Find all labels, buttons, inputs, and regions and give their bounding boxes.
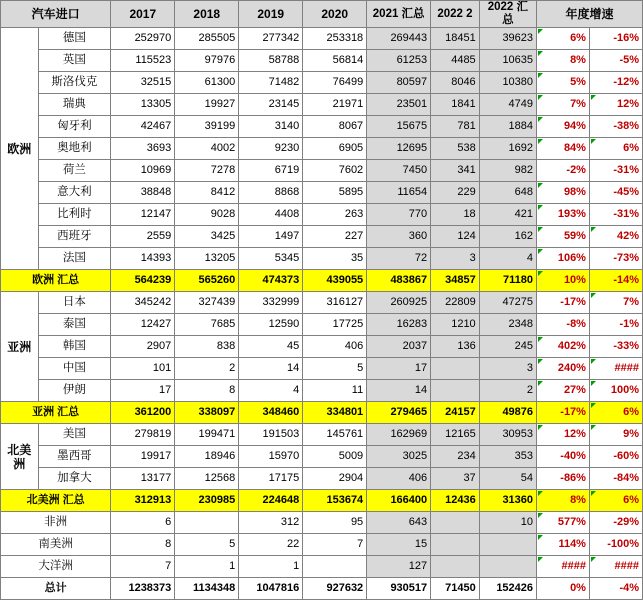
cell-2019: 45	[239, 336, 303, 358]
cell-growth-21: 7%	[537, 94, 590, 116]
cell-2017: 1238373	[111, 578, 175, 600]
cell-growth-22: ####	[589, 556, 642, 578]
cell-growth-22: 6%	[589, 490, 642, 512]
cell-2021-total: 80597	[367, 72, 431, 94]
cell-2020: 5009	[303, 446, 367, 468]
header-2019: 2019	[239, 1, 303, 28]
table-row	[1, 380, 643, 402]
cell-2018: 12568	[175, 468, 239, 490]
cell-2021-total: 260925	[367, 292, 431, 314]
country-name: 日本	[38, 292, 111, 314]
cell-2021-total: 15675	[367, 116, 431, 138]
cell-2019: 23145	[239, 94, 303, 116]
cell-2017: 19917	[111, 446, 175, 468]
cell-2021-total: 23501	[367, 94, 431, 116]
cell-growth-22: -14%	[589, 270, 642, 292]
cell-2018: 338097	[175, 402, 239, 424]
cell-2022-feb	[431, 512, 480, 534]
table-row	[1, 138, 643, 160]
cell-2022-total: 4749	[479, 94, 536, 116]
cell-growth-21: -8%	[537, 314, 590, 336]
cell-2022-total: 982	[479, 160, 536, 182]
cell-2022-feb: 781	[431, 116, 480, 138]
cell-2022-total: 47275	[479, 292, 536, 314]
cell-2019: 224648	[239, 490, 303, 512]
cell-2017: 13177	[111, 468, 175, 490]
cell-2022-total: 10635	[479, 50, 536, 72]
grand-total-row	[1, 578, 643, 600]
table-row	[1, 248, 643, 270]
region-africa: 非洲	[1, 512, 111, 534]
table-row	[1, 182, 643, 204]
cell-growth-21: 402%	[537, 336, 590, 358]
cell-2018: 19927	[175, 94, 239, 116]
header-region: 汽车进口	[1, 1, 111, 28]
table-row	[1, 314, 643, 336]
header-2021-total: 2021 汇总	[367, 1, 431, 28]
cell-growth-21: 12%	[537, 424, 590, 446]
cell-2019: 1497	[239, 226, 303, 248]
cell-2019: 474373	[239, 270, 303, 292]
cell-growth-22: -84%	[589, 468, 642, 490]
cell-growth-22: -31%	[589, 160, 642, 182]
country-name: 伊朗	[38, 380, 111, 402]
cell-2022-total	[479, 556, 536, 578]
table-row	[1, 512, 643, 534]
cell-2020: 8067	[303, 116, 367, 138]
header-2020: 2020	[303, 1, 367, 28]
cell-2020: 2904	[303, 468, 367, 490]
cell-2017: 7	[111, 556, 175, 578]
cell-2022-feb	[431, 556, 480, 578]
cell-growth-22: -45%	[589, 182, 642, 204]
table-row	[1, 160, 643, 182]
cell-2020: 439055	[303, 270, 367, 292]
cell-growth-22: ####	[589, 358, 642, 380]
country-name: 美国	[38, 424, 111, 446]
cell-growth-21: -40%	[537, 446, 590, 468]
europe-total-label: 欧洲 汇总	[1, 270, 111, 292]
cell-2021-total: 61253	[367, 50, 431, 72]
cell-growth-21: 106%	[537, 248, 590, 270]
cell-2018: 61300	[175, 72, 239, 94]
cell-2021-total: 12695	[367, 138, 431, 160]
cell-2017: 2907	[111, 336, 175, 358]
cell-2019: 312	[239, 512, 303, 534]
cell-growth-22: 42%	[589, 226, 642, 248]
cell-growth-22: -38%	[589, 116, 642, 138]
cell-growth-22: -1%	[589, 314, 642, 336]
cell-2018: 565260	[175, 270, 239, 292]
cell-2021-total: 930517	[367, 578, 431, 600]
cell-2020: 21971	[303, 94, 367, 116]
europe-total-row	[1, 270, 643, 292]
cell-2020: 17725	[303, 314, 367, 336]
cell-2022-feb: 234	[431, 446, 480, 468]
cell-2021-total: 14	[367, 380, 431, 402]
country-name: 斯洛伐克	[38, 72, 111, 94]
cell-2018: 8412	[175, 182, 239, 204]
cell-2018: 18946	[175, 446, 239, 468]
cell-2022-total: 10380	[479, 72, 536, 94]
cell-2019: 348460	[239, 402, 303, 424]
cell-growth-21: 6%	[537, 28, 590, 50]
table-row	[1, 72, 643, 94]
cell-2017: 361200	[111, 402, 175, 424]
cell-2019: 191503	[239, 424, 303, 446]
cell-2018: 1	[175, 556, 239, 578]
cell-2021-total: 17	[367, 358, 431, 380]
cell-2019: 9230	[239, 138, 303, 160]
cell-2022-feb: 37	[431, 468, 480, 490]
cell-2020: 927632	[303, 578, 367, 600]
table-row	[1, 468, 643, 490]
cell-2021-total: 7450	[367, 160, 431, 182]
cell-2022-total: 162	[479, 226, 536, 248]
cell-growth-22: -4%	[589, 578, 642, 600]
cell-2017: 17	[111, 380, 175, 402]
cell-growth-22: -31%	[589, 204, 642, 226]
cell-2020: 11	[303, 380, 367, 402]
table-row	[1, 556, 643, 578]
cell-2020: 263	[303, 204, 367, 226]
cell-2022-feb: 18	[431, 204, 480, 226]
cell-growth-22: -16%	[589, 28, 642, 50]
cell-2017: 279819	[111, 424, 175, 446]
cell-2022-feb: 4485	[431, 50, 480, 72]
cell-growth-21: 8%	[537, 490, 590, 512]
cell-growth-22: 6%	[589, 402, 642, 424]
cell-2020: 334801	[303, 402, 367, 424]
country-name: 比利时	[38, 204, 111, 226]
cell-2019: 58788	[239, 50, 303, 72]
cell-2022-feb	[431, 380, 480, 402]
cell-2020	[303, 556, 367, 578]
cell-2020: 56814	[303, 50, 367, 72]
cell-2022-total: 648	[479, 182, 536, 204]
cell-2022-total: 1884	[479, 116, 536, 138]
cell-growth-21: 98%	[537, 182, 590, 204]
cell-2018: 5	[175, 534, 239, 556]
cell-2022-feb: 8046	[431, 72, 480, 94]
cell-2021-total: 279465	[367, 402, 431, 424]
region-europe: 欧洲	[1, 28, 39, 270]
cell-2018: 1134348	[175, 578, 239, 600]
cell-2022-feb: 538	[431, 138, 480, 160]
cell-growth-21: 5%	[537, 72, 590, 94]
cell-growth-21: -17%	[537, 402, 590, 424]
cell-2017: 8	[111, 534, 175, 556]
cell-2017: 2559	[111, 226, 175, 248]
cell-2018: 39199	[175, 116, 239, 138]
cell-2019: 12590	[239, 314, 303, 336]
na-total-label: 北美洲 汇总	[1, 490, 111, 512]
cell-2018: 7278	[175, 160, 239, 182]
country-name: 韩国	[38, 336, 111, 358]
cell-2020: 406	[303, 336, 367, 358]
cell-2021-total: 166400	[367, 490, 431, 512]
cell-2018: 9028	[175, 204, 239, 226]
cell-growth-22: -5%	[589, 50, 642, 72]
cell-2018: 3425	[175, 226, 239, 248]
cell-2017: 3693	[111, 138, 175, 160]
cell-growth-22: 7%	[589, 292, 642, 314]
cell-growth-22: -73%	[589, 248, 642, 270]
table-row	[1, 446, 643, 468]
cell-2022-feb	[431, 358, 480, 380]
cell-2019: 17175	[239, 468, 303, 490]
cell-2020: 95	[303, 512, 367, 534]
cell-2022-total: 39623	[479, 28, 536, 50]
cell-2017: 38848	[111, 182, 175, 204]
cell-2021-total: 11654	[367, 182, 431, 204]
cell-2020: 253318	[303, 28, 367, 50]
table-row	[1, 204, 643, 226]
cell-2022-feb: 12436	[431, 490, 480, 512]
cell-2017: 115523	[111, 50, 175, 72]
asia-total-row	[1, 402, 643, 424]
cell-growth-21: 59%	[537, 226, 590, 248]
cell-growth-21: 193%	[537, 204, 590, 226]
region-south-america: 南美洲	[1, 534, 111, 556]
cell-2022-total: 49876	[479, 402, 536, 424]
cell-2019: 1	[239, 556, 303, 578]
cell-2022-feb: 3	[431, 248, 480, 270]
cell-growth-21: -17%	[537, 292, 590, 314]
cell-2022-total: 54	[479, 468, 536, 490]
cell-growth-22: -29%	[589, 512, 642, 534]
cell-growth-21: 94%	[537, 116, 590, 138]
cell-2022-feb: 34857	[431, 270, 480, 292]
cell-2021-total: 406	[367, 468, 431, 490]
header-growth: 年度增速	[537, 1, 643, 28]
cell-growth-22: -12%	[589, 72, 642, 94]
cell-growth-21: ####	[537, 556, 590, 578]
cell-2017: 32515	[111, 72, 175, 94]
cell-2022-total: 421	[479, 204, 536, 226]
cell-2019: 71482	[239, 72, 303, 94]
cell-2022-feb: 136	[431, 336, 480, 358]
cell-2018: 285505	[175, 28, 239, 50]
cell-2022-feb: 71450	[431, 578, 480, 600]
cell-2022-feb: 124	[431, 226, 480, 248]
table-row	[1, 534, 643, 556]
cell-2022-total: 3	[479, 358, 536, 380]
cell-2017: 14393	[111, 248, 175, 270]
cell-2021-total: 127	[367, 556, 431, 578]
cell-growth-21: -2%	[537, 160, 590, 182]
cell-2018: 199471	[175, 424, 239, 446]
region-oceania: 大洋洲	[1, 556, 111, 578]
cell-2018: 7685	[175, 314, 239, 336]
cell-2018: 327439	[175, 292, 239, 314]
table-row	[1, 336, 643, 358]
cell-2019: 8868	[239, 182, 303, 204]
cell-2021-total: 3025	[367, 446, 431, 468]
cell-2021-total: 2037	[367, 336, 431, 358]
cell-2020: 5	[303, 358, 367, 380]
table-row	[1, 50, 643, 72]
cell-2018: 230985	[175, 490, 239, 512]
cell-growth-21: 10%	[537, 270, 590, 292]
country-name: 法国	[38, 248, 111, 270]
cell-2022-feb: 12165	[431, 424, 480, 446]
cell-2020: 6905	[303, 138, 367, 160]
cell-2018: 2	[175, 358, 239, 380]
cell-2022-total: 353	[479, 446, 536, 468]
cell-2019: 14	[239, 358, 303, 380]
grand-total-label: 总计	[1, 578, 111, 600]
cell-growth-21: -86%	[537, 468, 590, 490]
cell-2022-total: 152426	[479, 578, 536, 600]
cell-2022-feb: 341	[431, 160, 480, 182]
cell-2019: 4408	[239, 204, 303, 226]
cell-growth-22: -100%	[589, 534, 642, 556]
cell-2018: 8	[175, 380, 239, 402]
table-row	[1, 292, 643, 314]
cell-growth-21: 0%	[537, 578, 590, 600]
cell-2022-total: 1692	[479, 138, 536, 160]
cell-2020: 7602	[303, 160, 367, 182]
table-header-row	[1, 1, 643, 28]
cell-2017: 42467	[111, 116, 175, 138]
table-row	[1, 358, 643, 380]
cell-2017: 101	[111, 358, 175, 380]
cell-2017: 345242	[111, 292, 175, 314]
cell-growth-21: 27%	[537, 380, 590, 402]
country-name: 泰国	[38, 314, 111, 336]
cell-growth-21: 8%	[537, 50, 590, 72]
cell-2017: 312913	[111, 490, 175, 512]
country-name: 德国	[38, 28, 111, 50]
cell-2019: 6719	[239, 160, 303, 182]
cell-2022-feb: 229	[431, 182, 480, 204]
cell-2018: 838	[175, 336, 239, 358]
header-2017: 2017	[111, 1, 175, 28]
cell-2021-total: 360	[367, 226, 431, 248]
cell-growth-21: 114%	[537, 534, 590, 556]
cell-2022-total: 31360	[479, 490, 536, 512]
cell-2022-total: 2	[479, 380, 536, 402]
cell-2020: 316127	[303, 292, 367, 314]
header-2018: 2018	[175, 1, 239, 28]
cell-2021-total: 643	[367, 512, 431, 534]
country-name: 意大利	[38, 182, 111, 204]
cell-2019: 22	[239, 534, 303, 556]
cell-2022-feb: 24157	[431, 402, 480, 424]
cell-2019: 277342	[239, 28, 303, 50]
country-name: 英国	[38, 50, 111, 72]
cell-2017: 10969	[111, 160, 175, 182]
cell-growth-22: -60%	[589, 446, 642, 468]
cell-growth-22: 100%	[589, 380, 642, 402]
cell-growth-22: 6%	[589, 138, 642, 160]
cell-growth-21: 84%	[537, 138, 590, 160]
cell-2022-total: 10	[479, 512, 536, 534]
table-row	[1, 424, 643, 446]
country-name: 墨西哥	[38, 446, 111, 468]
cell-growth-22: 9%	[589, 424, 642, 446]
cell-2018: 4002	[175, 138, 239, 160]
country-name: 加拿大	[38, 468, 111, 490]
country-name: 西班牙	[38, 226, 111, 248]
cell-2019: 4	[239, 380, 303, 402]
cell-2021-total: 15	[367, 534, 431, 556]
cell-2020: 227	[303, 226, 367, 248]
cell-2021-total: 72	[367, 248, 431, 270]
cell-2022-total: 30953	[479, 424, 536, 446]
cell-2022-feb: 1210	[431, 314, 480, 336]
country-name: 奥地利	[38, 138, 111, 160]
cell-growth-22: -33%	[589, 336, 642, 358]
cell-2018: 97976	[175, 50, 239, 72]
cell-2018: 13205	[175, 248, 239, 270]
region-north-america: 北美洲	[1, 424, 39, 490]
cell-2019: 332999	[239, 292, 303, 314]
table-row	[1, 226, 643, 248]
country-name: 荷兰	[38, 160, 111, 182]
table-row	[1, 94, 643, 116]
cell-2020: 145761	[303, 424, 367, 446]
cell-2017: 252970	[111, 28, 175, 50]
cell-2021-total: 16283	[367, 314, 431, 336]
table-row	[1, 116, 643, 138]
cell-2022-feb: 18451	[431, 28, 480, 50]
cell-2021-total: 770	[367, 204, 431, 226]
north-america-total-row	[1, 490, 643, 512]
cell-2017: 6	[111, 512, 175, 534]
cell-2021-total: 269443	[367, 28, 431, 50]
cell-2022-feb: 1841	[431, 94, 480, 116]
cell-growth-21: 240%	[537, 358, 590, 380]
cell-2017: 564239	[111, 270, 175, 292]
cell-2020: 35	[303, 248, 367, 270]
header-2022-feb: 2022 2	[431, 1, 480, 28]
asia-total-label: 亚洲 汇总	[1, 402, 111, 424]
cell-2020: 5895	[303, 182, 367, 204]
region-asia: 亚洲	[1, 292, 39, 402]
cell-2020: 153674	[303, 490, 367, 512]
cell-2019: 1047816	[239, 578, 303, 600]
cell-growth-21: 577%	[537, 512, 590, 534]
cell-2021-total: 483867	[367, 270, 431, 292]
cell-2019: 5345	[239, 248, 303, 270]
cell-2022-total: 71180	[479, 270, 536, 292]
cell-2020: 76499	[303, 72, 367, 94]
country-name: 匈牙利	[38, 116, 111, 138]
cell-2019: 3140	[239, 116, 303, 138]
cell-2022-feb	[431, 534, 480, 556]
cell-2018	[175, 512, 239, 534]
cell-2021-total: 162969	[367, 424, 431, 446]
table-row	[1, 28, 643, 50]
cell-2022-feb: 22809	[431, 292, 480, 314]
cell-2022-total: 4	[479, 248, 536, 270]
cell-2017: 12147	[111, 204, 175, 226]
header-2022-total: 2022 汇总	[479, 1, 536, 28]
cell-2022-total	[479, 534, 536, 556]
country-name: 中国	[38, 358, 111, 380]
cell-2020: 7	[303, 534, 367, 556]
cell-growth-22: 12%	[589, 94, 642, 116]
cell-2022-total: 245	[479, 336, 536, 358]
cell-2017: 13305	[111, 94, 175, 116]
cell-2019: 15970	[239, 446, 303, 468]
cell-2017: 12427	[111, 314, 175, 336]
country-name: 瑞典	[38, 94, 111, 116]
cell-2022-total: 2348	[479, 314, 536, 336]
